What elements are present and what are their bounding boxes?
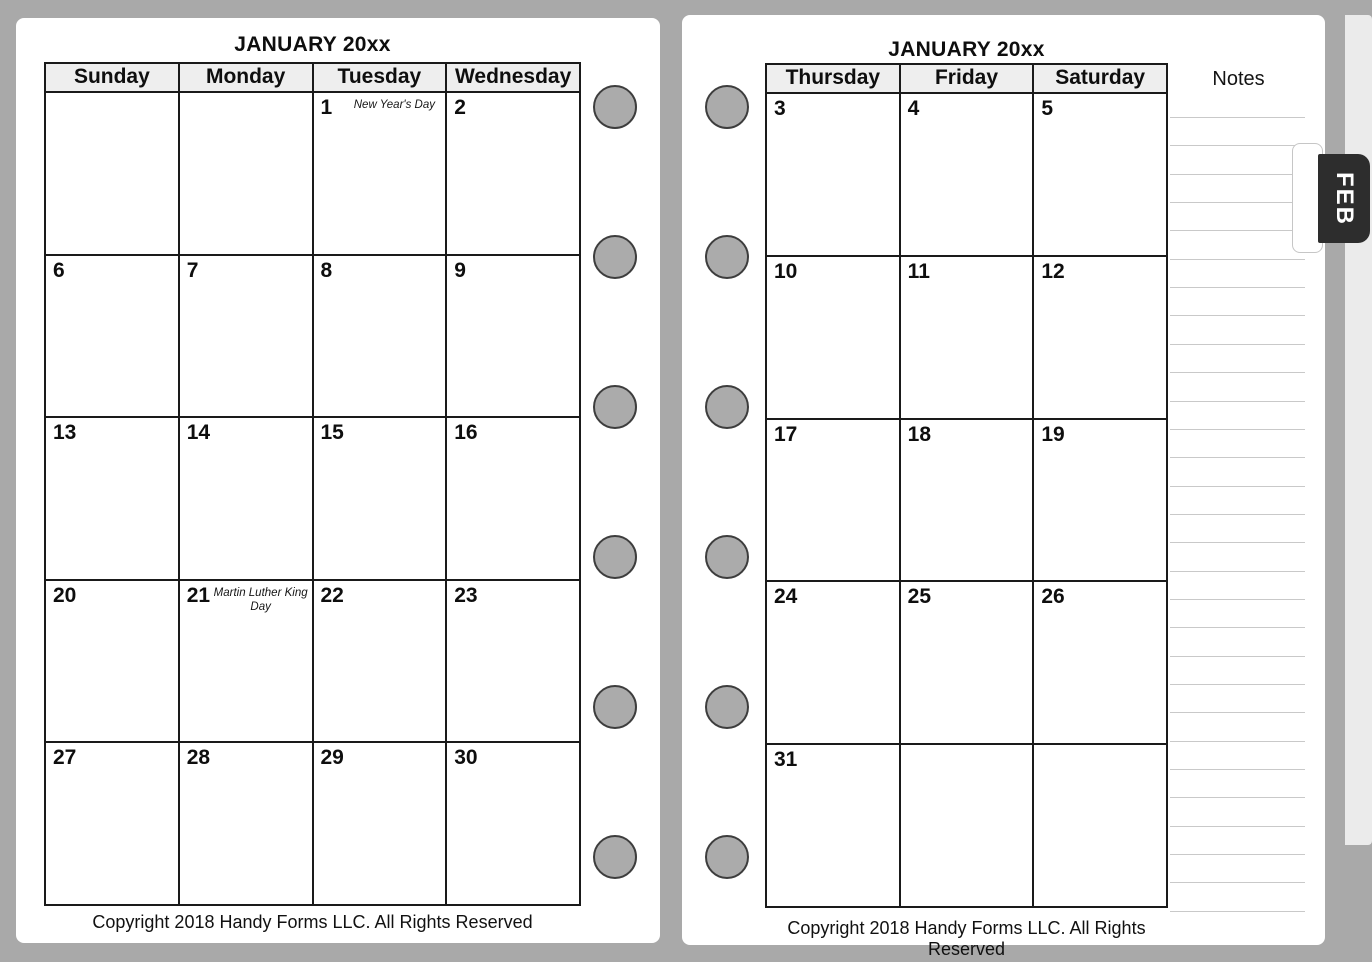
- notes-line: [1170, 230, 1305, 231]
- day-number: 9: [454, 258, 466, 282]
- month-title-right: JANUARY 20xx: [888, 38, 1045, 61]
- notes-line: [1170, 684, 1305, 685]
- day-number: 10: [774, 259, 798, 283]
- week-row: [767, 257, 1166, 420]
- binder-hole: [593, 535, 637, 579]
- day-number: 13: [53, 421, 77, 445]
- day-cell: [46, 93, 180, 254]
- day-number: 16: [454, 421, 478, 445]
- weekday-header-row-right: [767, 65, 1166, 94]
- notes-line: [1170, 854, 1305, 855]
- notes-line: [1170, 627, 1305, 628]
- day-number: 4: [907, 97, 920, 120]
- notes-line: [1170, 542, 1305, 543]
- day-number: 11: [907, 259, 930, 283]
- day-number: 18: [907, 422, 932, 446]
- notes-line: [1170, 372, 1305, 373]
- notes-line: [1170, 571, 1305, 572]
- notes-line: [1170, 145, 1305, 146]
- day-number: 2: [454, 96, 466, 119]
- binder-hole: [705, 535, 749, 579]
- day-cell: [314, 743, 448, 904]
- day-number: 23: [454, 583, 478, 607]
- notes-line: [1170, 315, 1305, 316]
- notes-line: [1170, 429, 1305, 430]
- day-cell: [901, 420, 1035, 581]
- day-header: Friday: [901, 65, 1035, 92]
- week-row: [767, 745, 1166, 906]
- day-cell: [901, 745, 1035, 906]
- day-number: 12: [1041, 259, 1065, 283]
- day-number: 14: [186, 421, 211, 445]
- binder-hole: [593, 85, 637, 129]
- day-cell: [46, 743, 180, 904]
- day-number: 27: [53, 746, 77, 770]
- day-number: 19: [1041, 422, 1065, 446]
- week-row: [767, 94, 1166, 257]
- day-number: 6: [53, 258, 65, 282]
- month-tab-feb[interactable]: [1318, 154, 1370, 243]
- day-number: 15: [320, 421, 344, 445]
- left-page: [16, 18, 660, 943]
- notes-line: [1170, 826, 1305, 827]
- day-number: 20: [53, 583, 77, 607]
- day-cell: [447, 581, 579, 742]
- day-number: 5: [1041, 97, 1054, 120]
- day-number: 25: [907, 585, 932, 609]
- notes-line: [1170, 656, 1305, 657]
- notes-line: [1170, 514, 1305, 515]
- day-number: 3: [774, 97, 786, 120]
- day-number: 17: [774, 422, 798, 446]
- day-cell: [1034, 745, 1166, 906]
- day-cell: [314, 581, 448, 742]
- calendar-grid-left: [44, 62, 581, 906]
- day-number: 28: [186, 746, 211, 770]
- week-row: [767, 420, 1166, 583]
- notes-line: [1170, 797, 1305, 798]
- notes-line: [1170, 174, 1305, 175]
- notes-line: [1170, 769, 1305, 770]
- month-tab-label: FEB: [1331, 171, 1358, 226]
- day-cell: [901, 582, 1035, 743]
- day-header: Saturday: [1055, 66, 1146, 89]
- day-cell: [46, 581, 180, 742]
- day-header: Sunday: [46, 64, 180, 91]
- day-cell: [1034, 257, 1166, 418]
- day-cell: [1034, 420, 1166, 581]
- notes-line: [1170, 287, 1305, 288]
- day-cell: [447, 93, 579, 254]
- day-cell: [447, 743, 579, 904]
- day-cell: [767, 94, 901, 255]
- day-number: 29: [320, 746, 344, 770]
- day-number: 8: [320, 258, 333, 282]
- notes-line: [1170, 741, 1305, 742]
- day-cell: [180, 581, 314, 742]
- day-cell: [46, 418, 180, 579]
- notes-line: [1170, 457, 1305, 458]
- holiday-label: New Year's Day: [353, 99, 435, 111]
- notes-label: Notes: [1212, 68, 1265, 90]
- day-header: Monday: [180, 64, 314, 91]
- binder-hole: [593, 235, 637, 279]
- notes-line: [1170, 401, 1305, 402]
- day-cell: [447, 256, 579, 417]
- day-header: Thursday: [767, 65, 901, 92]
- binder-hole: [705, 835, 749, 879]
- notes-line: [1170, 911, 1305, 912]
- day-number: 31: [774, 748, 798, 772]
- binder-hole: [593, 835, 637, 879]
- week-row: [46, 743, 579, 904]
- week-row: [46, 256, 579, 419]
- week-row: [46, 418, 579, 581]
- day-number: 26: [1041, 585, 1065, 609]
- week-row: [46, 93, 579, 256]
- day-cell: [447, 418, 579, 579]
- day-number: 30: [454, 746, 478, 770]
- day-cell: [767, 582, 901, 743]
- day-cell: [1034, 582, 1166, 743]
- binder-hole: [705, 85, 749, 129]
- day-cell: [767, 420, 901, 581]
- week-row: [46, 581, 579, 744]
- day-cell: [314, 93, 448, 254]
- binder-hole: [705, 385, 749, 429]
- day-cell: [767, 745, 901, 906]
- holiday-label: Martin Luther King Day: [213, 586, 308, 613]
- page-stack-edge: [1345, 15, 1372, 845]
- binder-hole: [593, 685, 637, 729]
- day-header: Tuesday: [314, 64, 448, 91]
- day-cell: [314, 256, 448, 417]
- day-cell: [901, 257, 1035, 418]
- day-cell: [314, 418, 448, 579]
- notes-line: [1170, 202, 1305, 203]
- notes-line: [1170, 486, 1305, 487]
- day-number: 21: [186, 583, 211, 607]
- weekday-header-row-left: [46, 64, 579, 93]
- day-cell: [180, 256, 314, 417]
- day-number: 7: [186, 258, 199, 282]
- day-header: Wednesday: [454, 65, 572, 88]
- notes-line: [1170, 882, 1305, 883]
- copyright-left: Copyright 2018 Handy Forms LLC. All Rights Reserved: [92, 912, 533, 932]
- binder-hole: [705, 235, 749, 279]
- month-title-left: JANUARY 20xx: [234, 33, 391, 56]
- day-cell: [180, 418, 314, 579]
- day-cell: [46, 256, 180, 417]
- day-cell: [180, 93, 314, 254]
- day-number: 1: [320, 96, 333, 119]
- notes-line: [1170, 712, 1305, 713]
- week-row: [767, 582, 1166, 745]
- day-number: 22: [320, 583, 344, 607]
- day-number: 24: [774, 585, 798, 609]
- notes-line: [1170, 117, 1305, 118]
- day-cell: [901, 94, 1035, 255]
- day-cell: [767, 257, 901, 418]
- notes-line: [1170, 344, 1305, 345]
- calendar-grid-right: [765, 63, 1168, 908]
- binder-hole: [705, 685, 749, 729]
- copyright-right: Copyright 2018 Handy Forms LLC. All Rights Reserved: [787, 918, 1146, 959]
- right-page: [682, 15, 1325, 959]
- binder-hole: [593, 385, 637, 429]
- day-cell: [180, 743, 314, 904]
- notes-line: [1170, 259, 1305, 260]
- day-cell: [1034, 94, 1166, 255]
- notes-line: [1170, 599, 1305, 600]
